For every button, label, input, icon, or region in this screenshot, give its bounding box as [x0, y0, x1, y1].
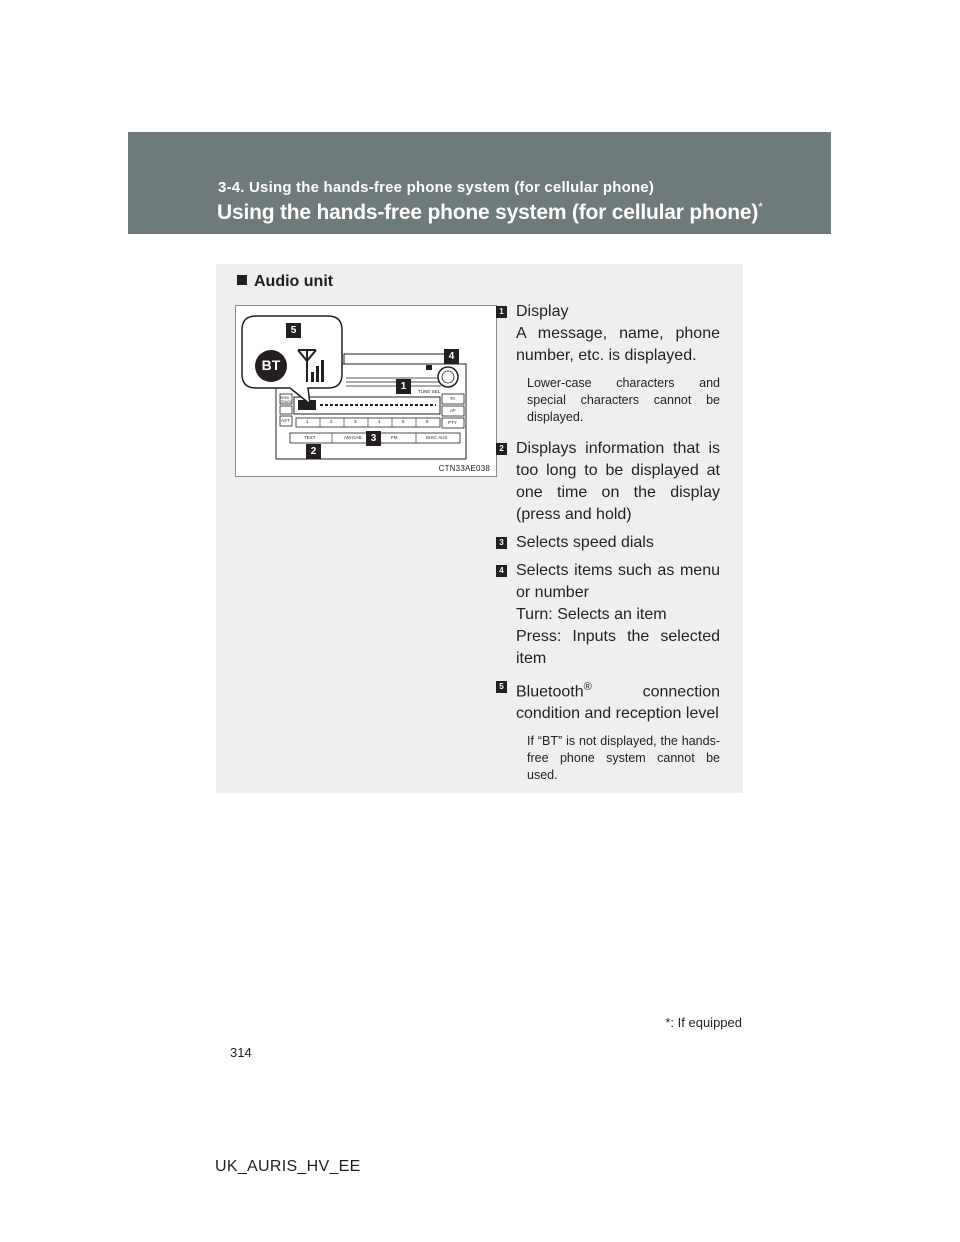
box-heading	[237, 273, 333, 291]
page-number: 314	[230, 1045, 252, 1060]
seek-label: SEEK TRACK	[280, 396, 292, 404]
item-number-badge: 4	[496, 565, 507, 577]
list-item	[494, 560, 720, 670]
audio-unit-illustration	[236, 306, 496, 476]
preset-label: 1	[306, 419, 309, 424]
ta-label: TA	[450, 396, 456, 401]
list-item	[494, 301, 720, 367]
audio-unit-figure	[235, 305, 497, 477]
text-button-label: TEXT	[304, 435, 316, 440]
item-number-badge: 1	[496, 306, 507, 318]
callout-descriptions	[494, 301, 720, 796]
figure-callout-4: 4	[444, 349, 459, 364]
item-text: Selects items such as menu or number	[516, 562, 720, 601]
fm-button-label: FM	[391, 435, 398, 440]
preset-label: 5	[402, 419, 405, 424]
registered-mark: ®	[583, 681, 592, 693]
tune-label: TUNE·SEL	[418, 389, 441, 394]
preset-label: 6	[426, 419, 429, 424]
item-note: If “BT” is not displayed, the hands-free phone system cannot be used.	[527, 734, 720, 783]
section-label: 3-4. Using the hands-free phone system (for cellular phone)	[218, 179, 655, 196]
audio-unit-box	[216, 264, 743, 793]
item-text: Press: Inputs the selected item	[516, 628, 720, 667]
figure-callout-3: 3	[366, 431, 381, 446]
item-text: Displays information that is too long to be displayed at one time on the display (press and hold)	[516, 440, 720, 523]
figure-callout-2: 2	[306, 444, 321, 459]
figure-code: CTN33AE038	[438, 464, 490, 473]
footnote: *: If equipped	[665, 1015, 742, 1030]
title-footnote-mark: *	[758, 200, 763, 214]
box-heading-text: Audio unit	[254, 273, 334, 290]
page-title-text: Using the hands-free phone system (for cellular phone)	[217, 201, 759, 224]
amdab-button-label: AM·DAB	[344, 435, 362, 440]
item-text: A message, name, phone number, etc. is displayed.	[516, 325, 720, 364]
chapter-header	[128, 132, 831, 234]
item-text: connection condition and reception level	[516, 683, 720, 723]
bt-label: BT	[261, 357, 281, 373]
square-bullet-icon	[237, 275, 247, 285]
preset-label: 2	[330, 419, 333, 424]
item-number-badge: 2	[496, 443, 507, 455]
preset-label: 4	[378, 419, 381, 424]
discaux-button-label: DISC·AUX	[426, 435, 448, 440]
preset-label: 3	[354, 419, 357, 424]
list-item	[494, 676, 720, 725]
item-number-badge: 3	[496, 537, 507, 549]
document-code: UK_AURIS_HV_EE	[215, 1158, 361, 1175]
figure-callout-1: 1	[396, 379, 411, 394]
page-title	[217, 200, 763, 225]
item-text: Bluetooth	[516, 683, 584, 701]
figure-callout-5: 5	[286, 323, 301, 338]
item-note: Lower-case characters and special characters cannot be displayed.	[527, 376, 720, 424]
ast-label: AST	[281, 418, 290, 423]
item-number-badge: 5	[496, 681, 507, 693]
item-text: Turn: Selects an item	[516, 606, 667, 623]
pty-label: PTY	[448, 420, 457, 425]
af-label: AF	[450, 408, 456, 413]
item-title: Display	[516, 303, 569, 320]
list-item	[494, 532, 720, 554]
item-text: Selects speed dials	[516, 534, 654, 551]
list-item	[494, 438, 720, 526]
